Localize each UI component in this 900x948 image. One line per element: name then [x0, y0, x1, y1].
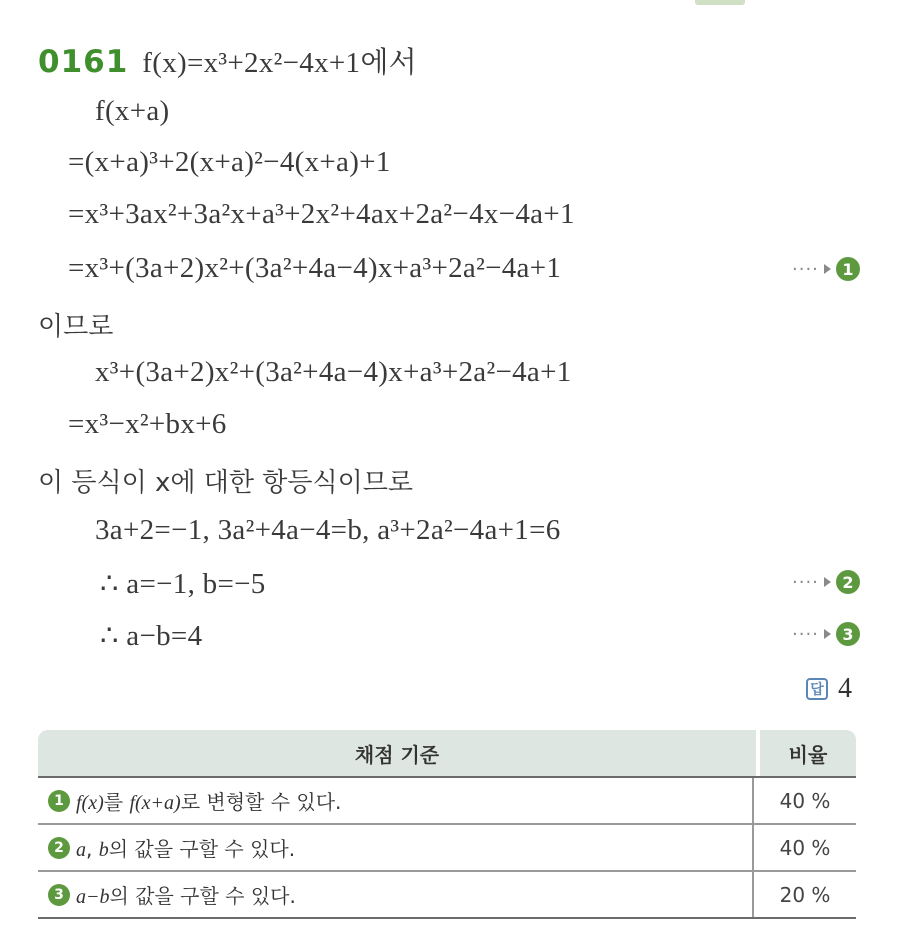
grading-table [38, 730, 856, 919]
criteria-cell [38, 872, 754, 917]
top-edge-mark [695, 0, 745, 5]
answer [806, 673, 852, 705]
table-row [38, 825, 856, 872]
solution-line-2: =(x+a)³+2(x+a)²−4(x+a)+1 [68, 146, 391, 178]
criteria-text: a−b의 값을 구할 수 있다. [76, 884, 296, 908]
ratio-cell: 40 % [779, 835, 831, 860]
step-marker-1: ···· 1 [792, 257, 860, 281]
step-marker-3: ···· 3 [792, 622, 860, 646]
criteria-text: f(x)를 f(x+a)로 변형할 수 있다. [76, 790, 342, 814]
problem-header [38, 40, 417, 81]
identity-statement: 이 등식이 x에 대한 항등식이므로 [38, 468, 413, 498]
ratio-cell: 20 % [779, 882, 831, 907]
step-1-badge: 1 [836, 257, 860, 281]
table-row [38, 872, 856, 919]
criteria-cell [38, 825, 754, 870]
answer-value: 4 [838, 673, 852, 704]
table-row [38, 776, 856, 825]
solution-line-9: ∴ a−b=4 [100, 620, 203, 652]
criteria-text: a, b의 값을 구할 수 있다. [76, 837, 296, 861]
answer-icon: 답 [806, 678, 828, 700]
row-3-badge: 3 [48, 884, 70, 906]
row-2-badge: 2 [48, 837, 70, 859]
row-1-badge: 1 [48, 790, 70, 812]
header-criteria: 채점 기준 [38, 730, 756, 776]
grading-table-header [38, 730, 856, 776]
problem-number: 0161 [38, 44, 129, 80]
header-ratio: 비율 [760, 730, 856, 776]
criteria-cell [38, 778, 754, 823]
solution-line-5: x³+(3a+2)x²+(3a²+4a−4)x+a³+2a²−4a+1 [95, 356, 572, 388]
solution-line-1: f(x+a) [95, 95, 170, 127]
solution-line-7: 3a+2=−1, 3a²+4a−4=b, a³+2a²−4a+1=6 [95, 514, 561, 546]
solution-line-6: =x³−x²+bx+6 [68, 408, 227, 440]
solution-line-3: =x³+3ax²+3a²x+a³+2x²+4ax+2a²−4x−4a+1 [68, 198, 575, 230]
step-2-badge: 2 [836, 570, 860, 594]
solution-line-4: =x³+(3a+2)x²+(3a²+4a−4)x+a³+2a²−4a+1 [68, 252, 562, 284]
problem-statement: f(x)=x³+2x²−4x+1에서 [142, 47, 417, 79]
step-3-badge: 3 [836, 622, 860, 646]
solution-text-imeuro: 이므로 [38, 312, 114, 342]
step-marker-2: ···· 2 [792, 570, 860, 594]
ratio-cell: 40 % [779, 788, 831, 813]
solution-line-8: ∴ a=−1, b=−5 [100, 568, 266, 600]
